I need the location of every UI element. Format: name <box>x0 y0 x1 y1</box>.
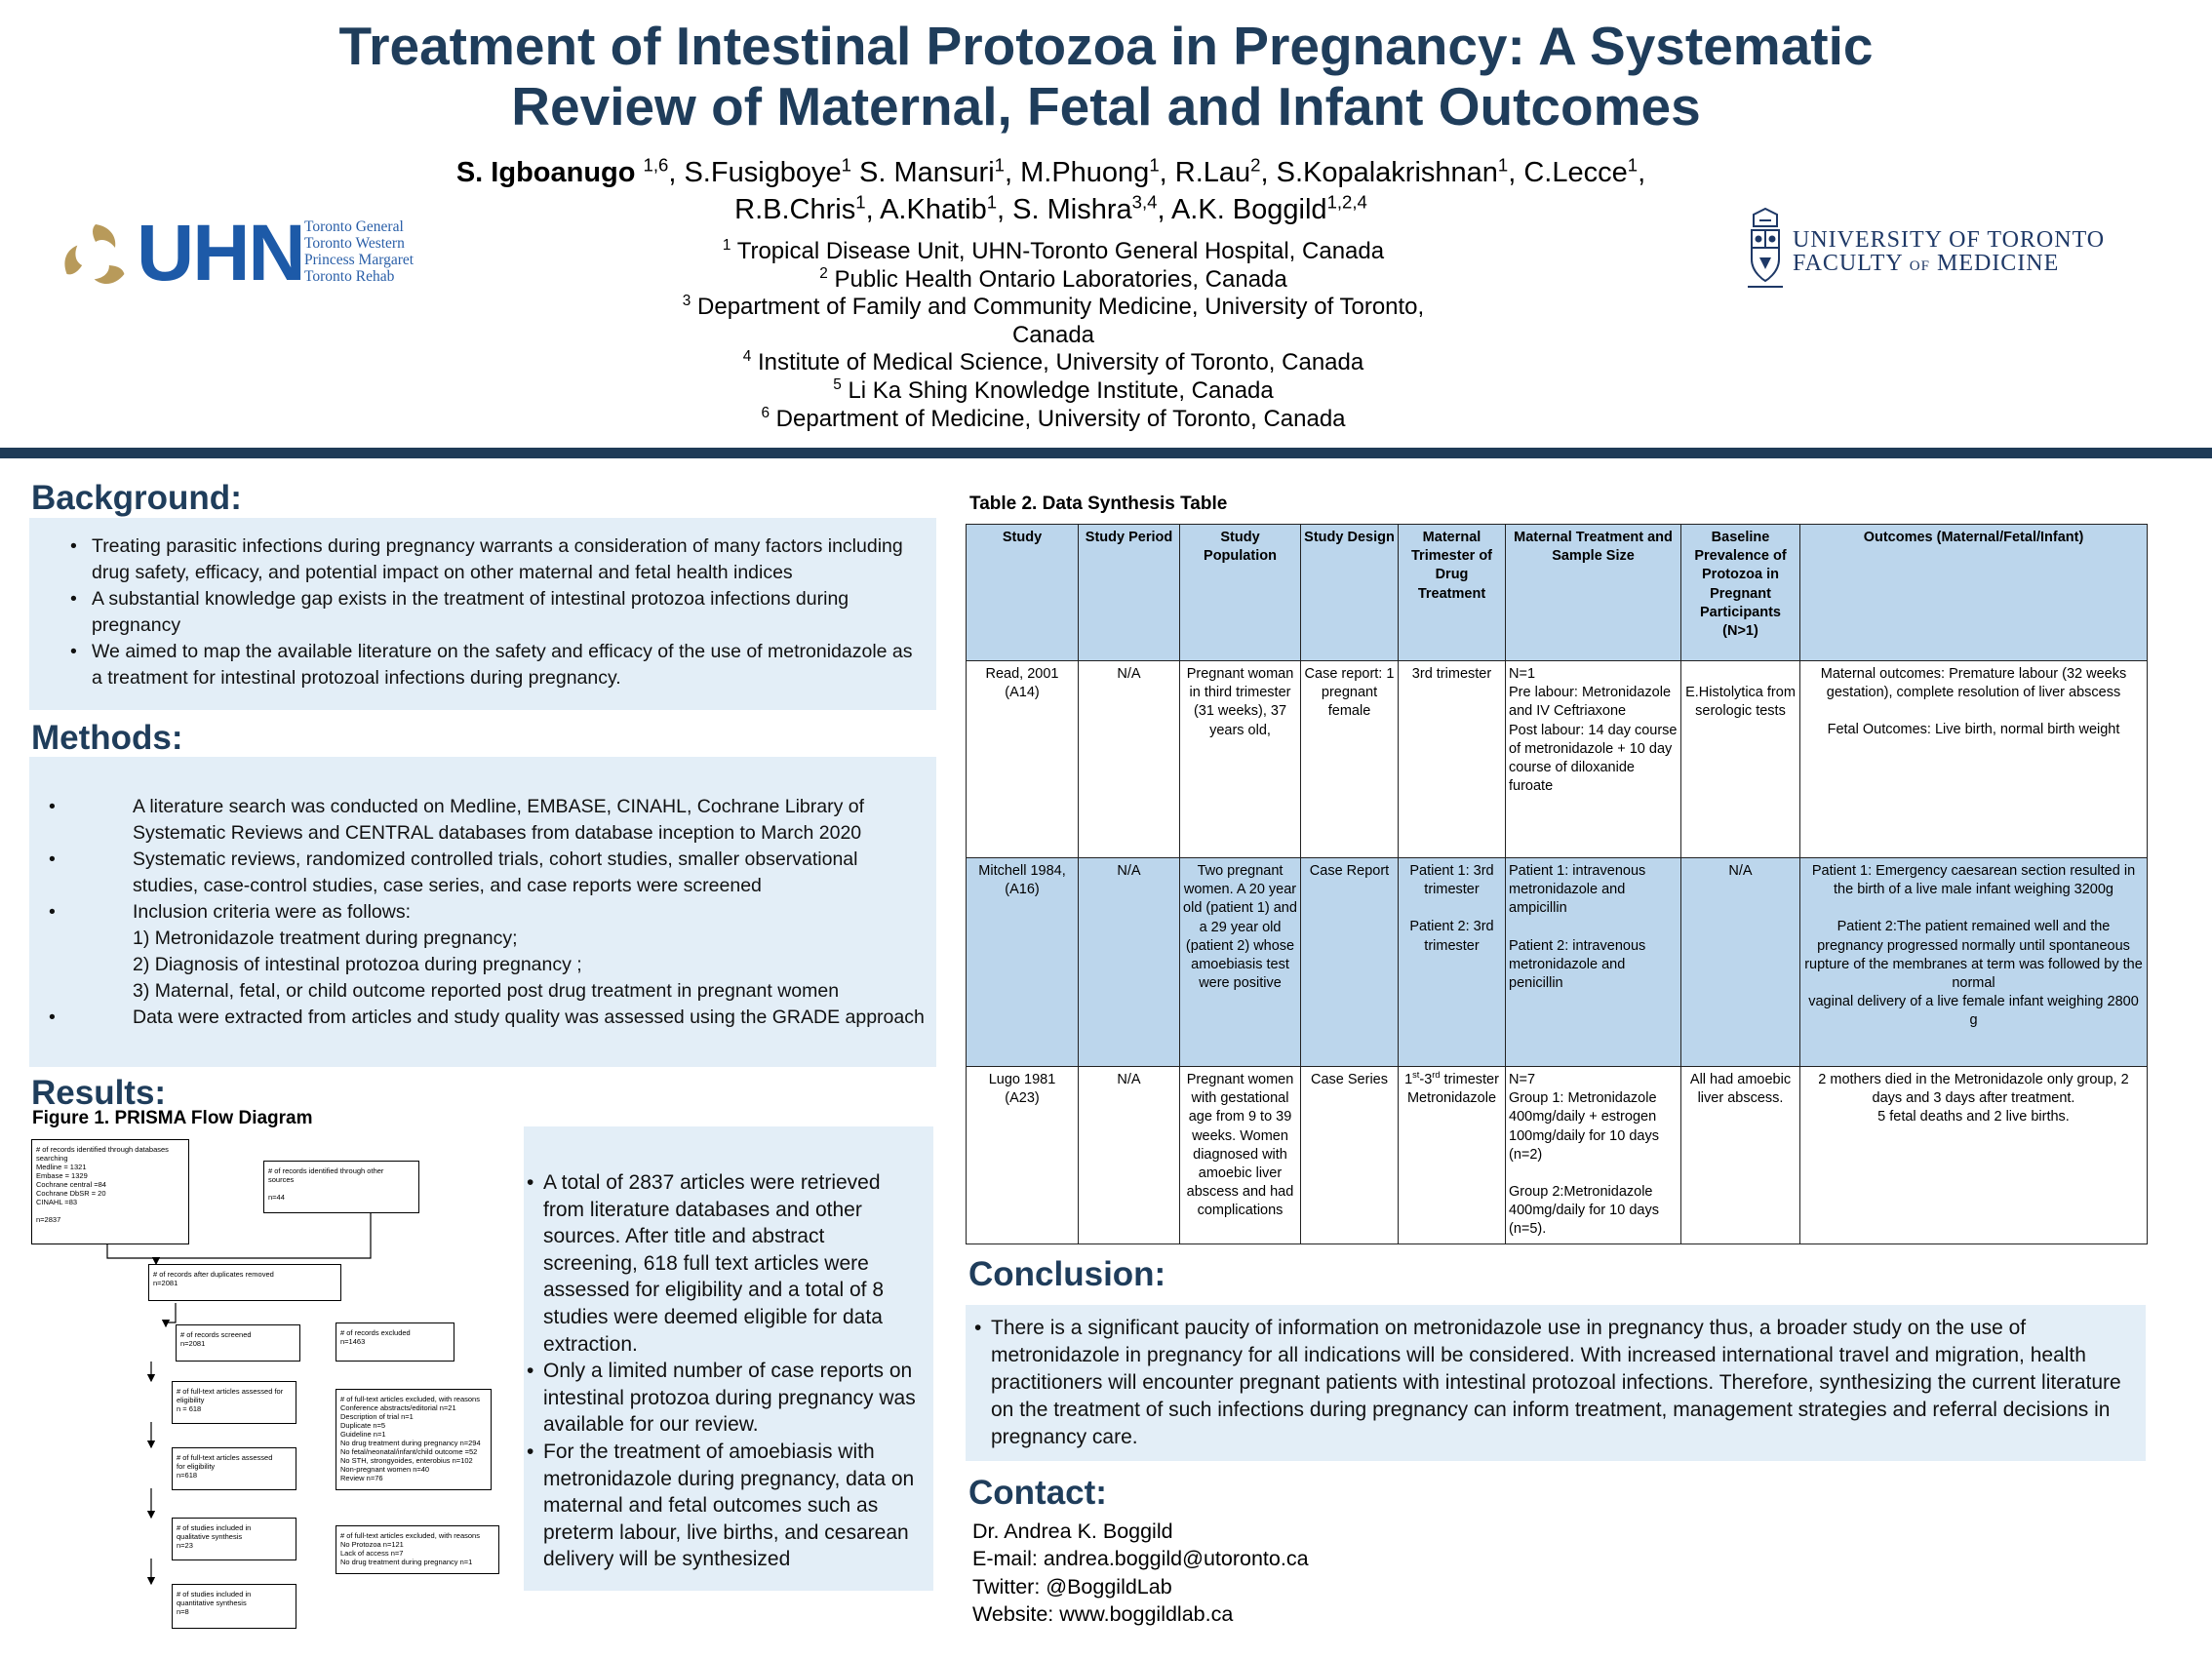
background-list <box>62 533 919 691</box>
prisma-identified-databases: # of records identified through databases searching Medline = 1321 Embase = 1329 Cochrane central =84 Cochrane DbSR = 20 CINAHL =83 n=2837 <box>31 1139 189 1244</box>
author-name: , S. Mishra <box>997 194 1132 225</box>
uhn-logo <box>59 209 449 300</box>
table-cell: Maternal outcomes: Premature labour (32 weeks gestation), complete resolution of liver abscess Fetal Outcomes: Live birth, normal birth weight <box>1800 661 2148 858</box>
methods-panel <box>29 757 936 1067</box>
methods-list <box>49 794 927 1031</box>
affiliation-line: $^1$ Tropical Disease Unit, UHN-Toronto General Hospital, Canada <box>722 237 1385 264</box>
table-cell: Patient 1: Emergency caesarean section resulted in the birth of a live male infant weighing 3200g Patient 2:The patient remained well and the pregnancy progressed normally until spontaneous rupture of the membranes at term was followed by the normal vaginal delivery of a live female infant weighing 2800 g <box>1800 858 2148 1067</box>
conclusion-heading: Conclusion: <box>968 1255 1166 1293</box>
contact-heading: Contact: <box>968 1474 1107 1512</box>
author-affiliation-number: 1 <box>1149 154 1160 176</box>
table-cell: All had amoebic liver abscess. <box>1681 1067 1800 1244</box>
contact-name: Dr. Andrea K. Boggild <box>972 1520 1173 1543</box>
prisma-identified-other: # of records identified through other sources n=44 <box>263 1161 419 1213</box>
table-cell: Case Report <box>1301 858 1399 1067</box>
conclusion-bullet: • There is a significant paucity of information on metronidazole use in pregnancy thus, a broader study on the use of metronidazole in pregnancy for all indications will be considered. With increased international travel and migration, health practitioners will encounter pregnant patients with intestinal protozoal infections. Therefore, synthesizing the current literature on the treatment of such infections during pregnancy can inform treatment, management strategies and referral decisions in pregnancy care. <box>971 1315 2132 1451</box>
author-affiliation-number: 1 <box>1627 154 1639 176</box>
table-caption: Table 2. Data Synthesis Table <box>969 493 1228 514</box>
table-cell: N=1 Pre labour: Metronidazole and IV Ceftriaxone Post labour: 14 day course of metronidazole + 10 day course of diloxanide furoate <box>1506 661 1681 858</box>
uoft-name: UNIVERSITY OF TORONTO <box>1793 227 2106 253</box>
conclusion-list <box>971 1315 2132 1451</box>
author-affiliation-number: 1 <box>994 154 1005 176</box>
table-cell: Lugo 1981 (A23) <box>967 1067 1079 1244</box>
table-cell: Pregnant women with gestational age from 9 to 39 weeks. Women diagnosed with amoebic liver abscess and had complications <box>1180 1067 1301 1244</box>
background-heading: Background: <box>31 479 242 517</box>
uhn-hospital-2: Toronto Western <box>304 235 405 252</box>
affiliation-list <box>419 238 1687 433</box>
table-cell: Patient 1: intravenous metronidazole and ampicillin Patient 2: intravenous metronidazole and penicillin <box>1506 858 1681 1067</box>
table-cell: E.Histolytica from serologic tests <box>1681 661 1800 858</box>
uhn-hospital-1: Toronto General <box>304 218 404 235</box>
table-cell: Mitchell 1984, (A16) <box>967 858 1079 1067</box>
prisma-qualitative-synthesis: # of studies included in qualitative synthesis n=23 <box>172 1518 296 1560</box>
table-cell: N/A <box>1681 858 1800 1067</box>
methods-bullet-1: • A literature search was conducted on Medline, EMBASE, CINAHL, Cochrane Library of Systematic Reviews and CENTRAL databases from database inception to March 2020 <box>49 794 927 847</box>
results-bullet-3: • For the treatment of amoebiasis with metronidazole during pregnancy, data on maternal and fetal outcomes such as preterm labour, live births, and cesarean delivery will be synthesized <box>524 1439 924 1573</box>
uoft-crest-icon <box>1744 205 1787 295</box>
uoft-logo <box>1744 203 2153 300</box>
uoft-faculty: FACULTY OF MEDICINE <box>1793 251 2060 276</box>
author-name: , S.Kopalakrishnan <box>1260 157 1498 188</box>
contact-info <box>972 1518 1309 1629</box>
table-header: Outcomes (Maternal/Fetal/Infant) <box>1800 525 2148 661</box>
background-bullet-2: • A substantial knowledge gap exists in the treatment of intestinal protozoa infections during pregnancy <box>62 586 919 639</box>
table-header: Study Design <box>1301 525 1399 661</box>
table-cell: 2 mothers died in the Metronidazole only group, 2 days and 3 days after treatment. 5 fetal deaths and 2 live births. <box>1800 1067 2148 1244</box>
table-cell: 1st-3rd trimester Metronidazole <box>1399 1067 1506 1244</box>
table-header: Maternal Trimester of Drug Treatment <box>1399 525 1506 661</box>
table-cell: N/A <box>1079 661 1180 858</box>
affiliation-line: $^3$ Department of Family and Community Medicine, University of Toronto, <box>682 293 1425 321</box>
results-panel <box>524 1126 933 1591</box>
author-name: R.B.Chris <box>734 194 856 225</box>
author-affiliation-number: 1 <box>986 191 998 213</box>
results-bullet-2: • Only a limited number of case reports on intestinal protozoa during pregnancy was available for our review. <box>524 1358 924 1439</box>
affiliation-line: Canada <box>1011 321 1095 348</box>
table-header: Maternal Treatment and Sample Size <box>1506 525 1681 661</box>
uhn-hospital-3: Princess Margaret <box>304 252 415 268</box>
affiliation-line: $^5$ Li Ka Shing Knowledge Institute, Canada <box>833 375 1274 404</box>
author-name: , M.Phuong <box>1005 157 1150 188</box>
uhn-wordmark: UHN <box>137 209 304 297</box>
results-bullet-1: • A total of 2837 articles were retrieved from literature databases and other sources. After title and abstract screening, 618 full text articles were assessed for eligibility and a total of 8 studies were deemed eligible for data extraction. <box>524 1169 924 1358</box>
author-affiliation-number: 1,2,4 <box>1326 191 1367 213</box>
table-header: Study Population <box>1180 525 1301 661</box>
prisma-after-duplicates: # of records after duplicates removed n=2081 <box>148 1264 341 1301</box>
author-affiliation-number: 1 <box>841 154 851 176</box>
uoft-wordmark <box>1793 228 2105 278</box>
table-cell: N/A <box>1079 1067 1180 1244</box>
title-line-1: Treatment of Intestinal Protozoa in Pregnancy: A Systematic <box>338 16 1874 76</box>
background-panel <box>29 518 936 710</box>
author-line-2 <box>293 191 1809 228</box>
uhn-hospital-list <box>304 218 414 285</box>
author-name: S. Mansuri <box>851 157 995 188</box>
table-cell: Patient 1: 3rd trimester Patient 2: 3rd trimester <box>1399 858 1506 1067</box>
prisma-fulltext-assessed: # of full-text articles assessed for eligibility n = 618 <box>172 1381 296 1424</box>
prisma-flow-diagram <box>29 1131 517 1638</box>
table-cell: N=7 Group 1: Metronidazole 400mg/daily + estrogen 100mg/daily for 10 days (n=2) Group 2:Metronidazole 400mg/daily for 10 days (n=5). <box>1506 1067 1681 1244</box>
table-row <box>967 1067 2148 1244</box>
contact-website[interactable]: Website: www.boggildlab.ca <box>972 1602 1234 1627</box>
methods-bullet-3: • Inclusion criteria were as follows: <box>49 899 927 926</box>
author-name: , <box>1638 157 1646 188</box>
table-header: Baseline Prevalence of Protozoa in Pregnant Participants (N>1) <box>1681 525 1800 661</box>
table-cell: Pregnant woman in third trimester (31 weeks), 37 years old, <box>1180 661 1301 858</box>
table-cell: Case report: 1 pregnant female <box>1301 661 1399 858</box>
figure-caption: Figure 1. PRISMA Flow Diagram <box>32 1108 313 1128</box>
header-divider <box>0 448 2212 458</box>
inclusion-criterion-3: 3) Maternal, fetal, or child outcome reported post drug treatment in pregnant women <box>133 980 840 1002</box>
uhn-emblem-icon <box>59 218 133 293</box>
results-heading: Results: <box>31 1074 167 1112</box>
author-affiliation-number: 3,4 <box>1131 191 1158 213</box>
table-cell: 3rd trimester <box>1399 661 1506 858</box>
poster-title <box>0 16 2212 137</box>
uhn-hospital-4: Toronto Rehab <box>304 268 395 285</box>
author-name: , A.Khatib <box>865 194 987 225</box>
prisma-quantitative-synthesis: # of studies included in quantitative synthesis n=8 <box>172 1584 296 1629</box>
table-header: Study <box>967 525 1079 661</box>
author-line-1 <box>293 154 1809 191</box>
background-bullet-3: • We aimed to map the available literature on the safety and efficacy of the use of metronidazole as a treatment for intestinal protozoal infections during pregnancy. <box>62 639 919 691</box>
author-name: , C.Lecce <box>1508 157 1628 188</box>
table-cell: Read, 2001 (A14) <box>967 661 1079 858</box>
author-affiliation-number: 1 <box>1497 154 1509 176</box>
author-affiliation-number: 1 <box>855 191 866 213</box>
table-header-row <box>967 525 2148 661</box>
prisma-fulltext-eligibility: # of full-text articles assessed for eligibility n=618 <box>172 1447 296 1490</box>
table-row <box>967 661 2148 858</box>
methods-bullet-4: • Data were extracted from articles and study quality was assessed using the GRADE approach <box>49 1005 927 1031</box>
methods-bullet-2: • Systematic reviews, randomized controlled trials, cohort studies, smaller observational studies, case-control studies, case series, and case reports were screened <box>49 847 927 899</box>
author-list <box>293 154 1809 228</box>
table-cell: Two pregnant women. A 20 year old (patient 1) and a 29 year old (patient 2) whose amoebiasis test were positive <box>1180 858 1301 1067</box>
affiliation-line: $^4$ Institute of Medical Science, University of Toronto, Canada <box>742 348 1364 376</box>
affiliation-line: $^2$ Public Health Ontario Laboratories, Canada <box>819 264 1287 293</box>
author-name: , S.Fusigboye <box>668 157 842 188</box>
table-row <box>967 858 2148 1067</box>
author-name: S. Igboanugo <box>455 157 644 188</box>
title-line-2: Review of Maternal, Fetal and Infant Outcomes <box>511 76 1701 137</box>
background-bullet-1: • Treating parasitic infections during pregnancy warrants a consideration of many factors including drug safety, efficacy, and potential impact on other maternal and fetal health indices <box>62 533 919 586</box>
conclusion-panel <box>966 1305 2146 1461</box>
contact-twitter[interactable]: Twitter: @BoggildLab <box>972 1574 1172 1599</box>
author-affiliation-number: 1,6 <box>643 154 669 176</box>
methods-heading: Methods: <box>31 719 183 757</box>
table-cell: Case Series <box>1301 1067 1399 1244</box>
inclusion-criterion-1: 1) Metronidazole treatment during pregnancy; <box>133 928 518 949</box>
prisma-records-excluded: # of records excluded n=1463 <box>336 1322 454 1362</box>
contact-email[interactable]: E-mail: andrea.boggild@utoronto.ca <box>972 1547 1309 1571</box>
affiliation-line: $^6$ Department of Medicine, University of Toronto, Canada <box>761 404 1346 432</box>
data-synthesis-table <box>966 524 2148 1244</box>
author-name: , A.K. Boggild <box>1157 194 1327 225</box>
table-header: Study Period <box>1079 525 1180 661</box>
author-name: , R.Lau <box>1159 157 1251 188</box>
table-cell: N/A <box>1079 858 1180 1067</box>
results-list <box>524 1169 924 1573</box>
prisma-fulltext-excluded: # of full-text articles excluded, with reasons Conference abstracts/editorial n=21 Description of trial n=1 Duplicate n=5 Guideline n=1 No drug treatment during pregnancy n=294 No fetal/neonatal/infant/child outcome =52 No STH, strongyoides, enterobius n=102 Non-pregnant women n=40 Review n=76 <box>336 1389 492 1490</box>
prisma-records-screened: # of records screened n=2081 <box>176 1324 300 1362</box>
prisma-qualitative-excluded: # of full-text articles excluded, with reasons No Protozoa n=121 Lack of access n=7 No drug treatment during pregnancy n=1 <box>336 1525 499 1574</box>
inclusion-criterion-2: 2) Diagnosis of intestinal protozoa during pregnancy ; <box>133 954 582 975</box>
author-affiliation-number: 2 <box>1250 154 1261 176</box>
